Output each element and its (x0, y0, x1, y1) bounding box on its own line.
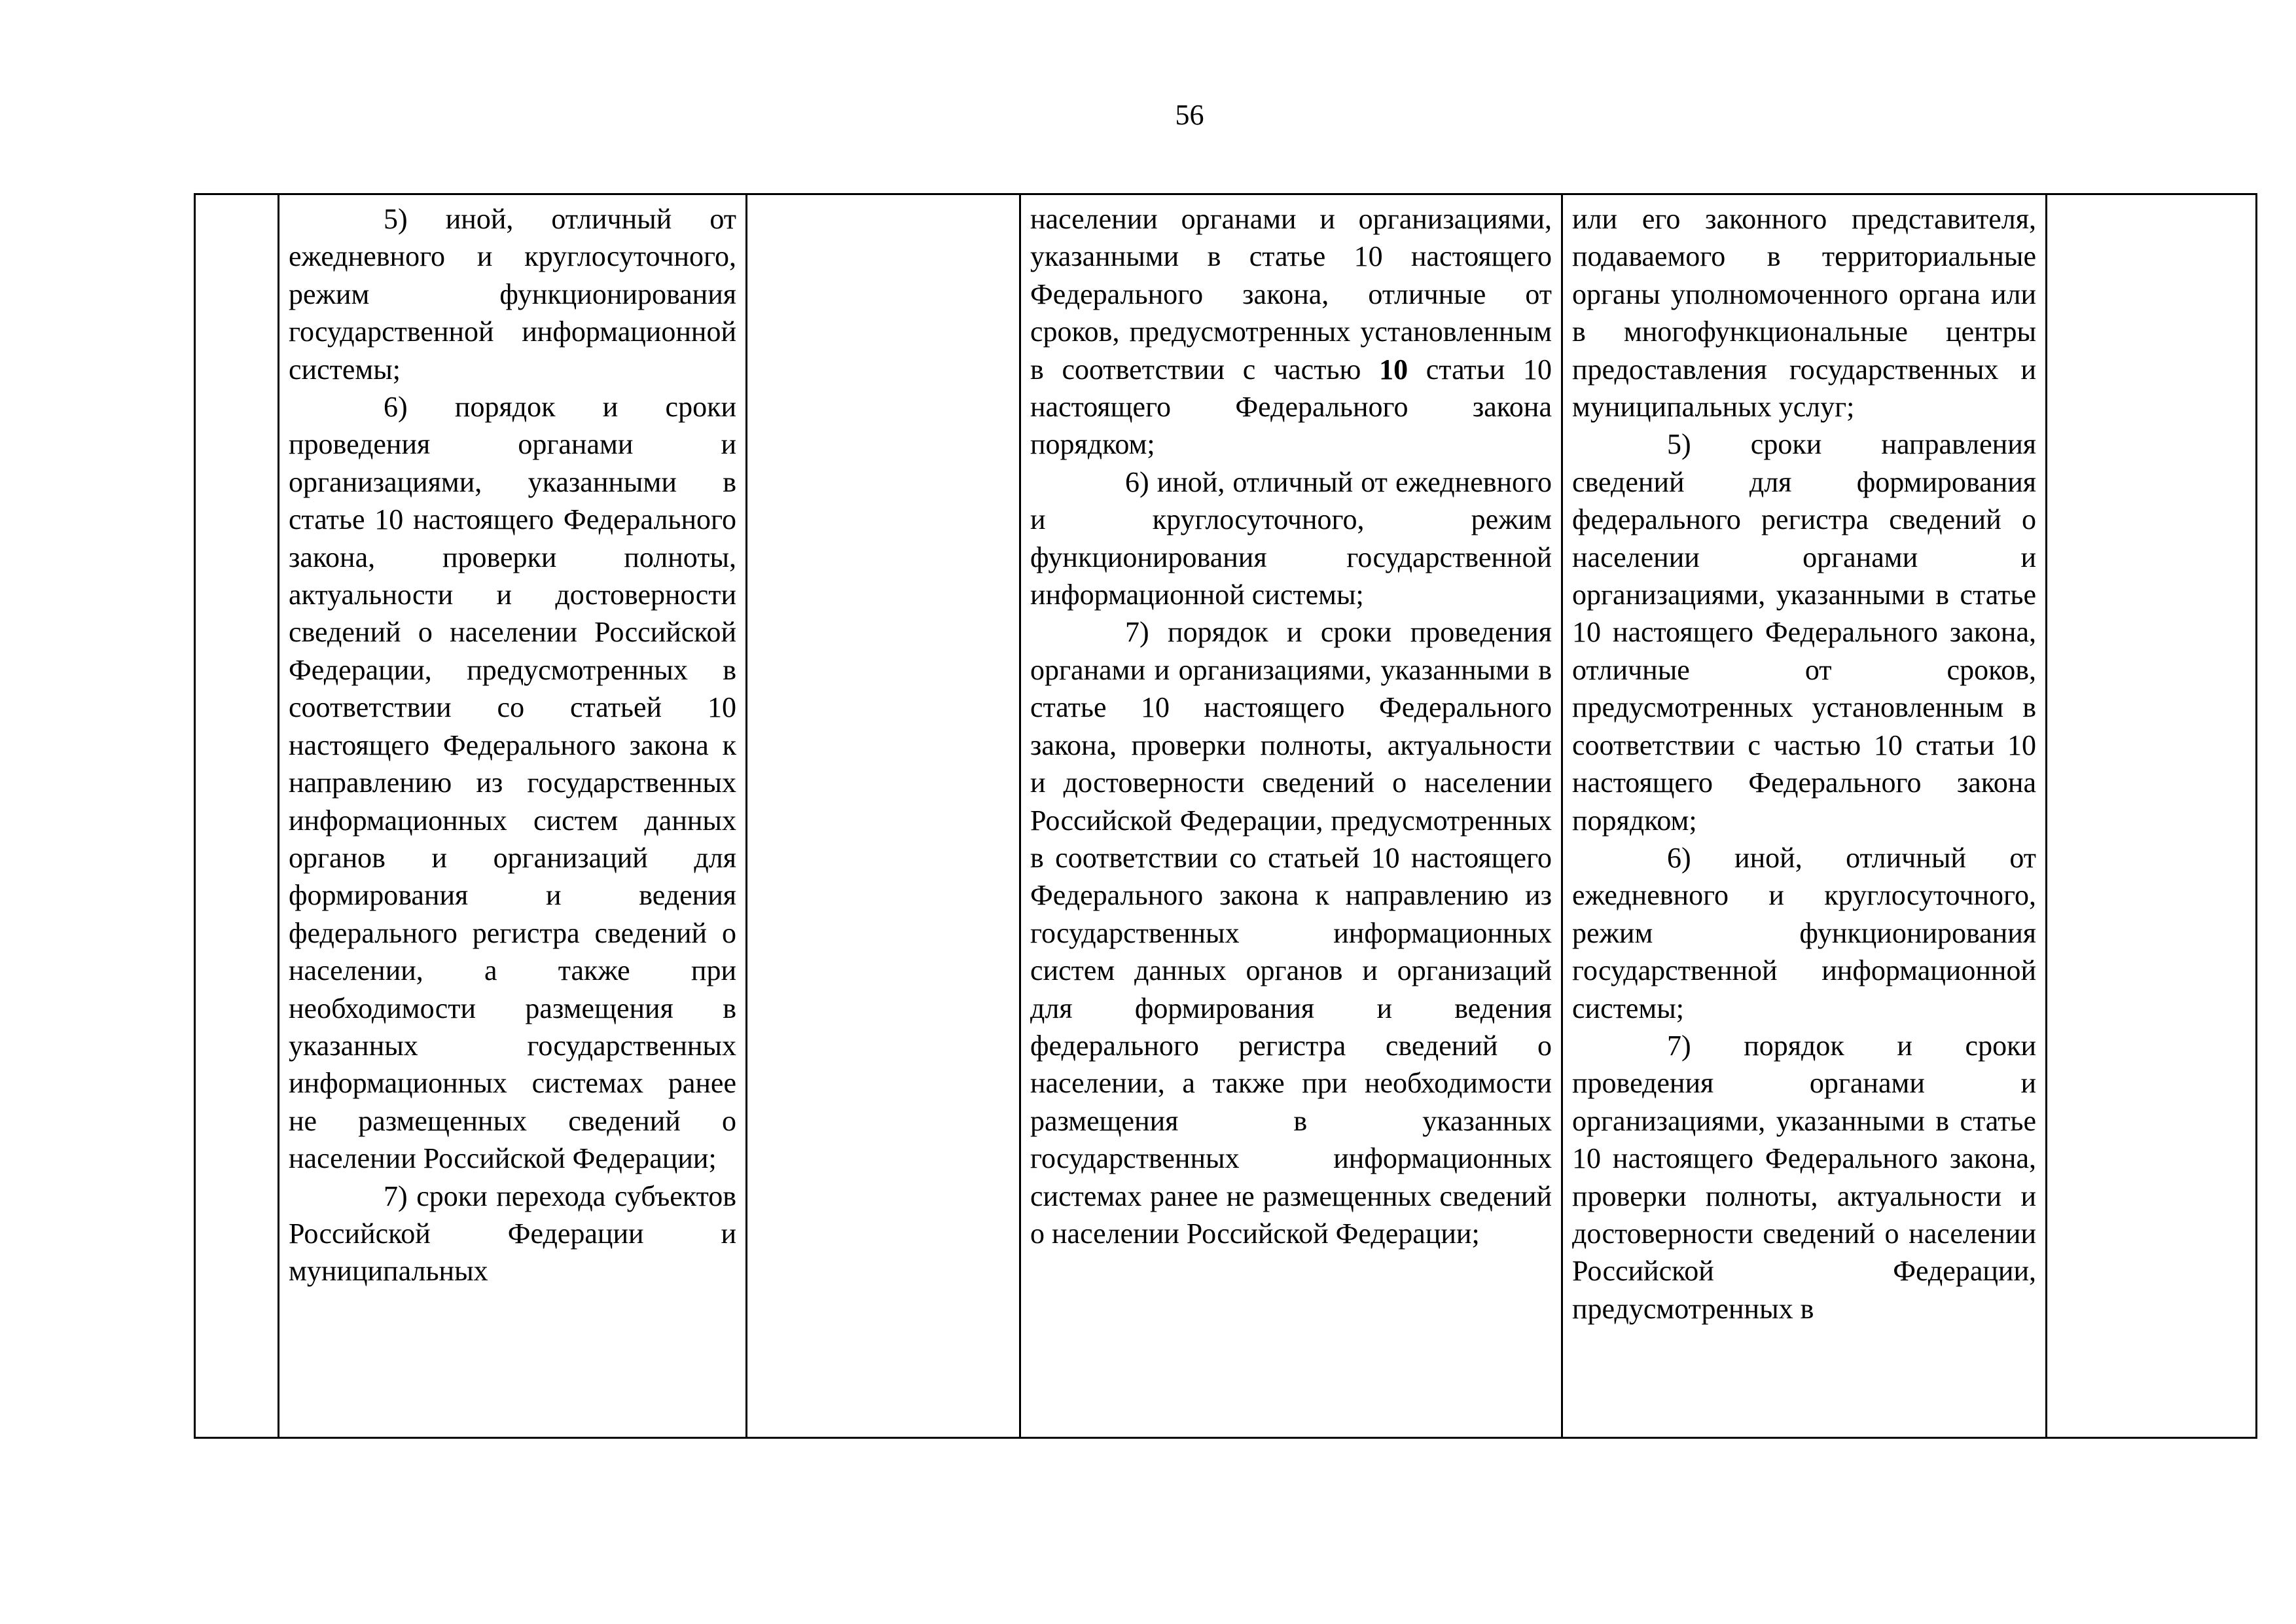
text-run: 7) порядок и сроки проведения органами и организациями, указанными в статье 10 настоящего Федерального закона, проверки полноты, актуальности и достоверности сведений о населении Российской Федерации, предусмотренных в соответствии со статьей 10 настоящего Федерального закона к направлению из государственных информационных систем данных органов и организаций для формирования и ведения федерального регистра сведений о населении, а также при необходимости размещения в указанных государственных информационных системах ранее не размещенных сведений о населении Российской Федерации; (1030, 616, 1552, 1250)
text-run: статьи 10 настоящего Федерального закона порядком; (1030, 353, 1552, 461)
text-run: 10 (1379, 353, 1408, 386)
cell-text-col2 (279, 195, 745, 1290)
paragraph (1572, 839, 2036, 1027)
paragraph (1572, 1027, 2036, 1327)
cell-text-col5 (1563, 195, 2045, 1327)
comparison-table (194, 193, 2257, 1439)
text-run: 5) сроки направления сведений для формирования федерального регистра сведений о населении органами и организациями, указанными в статье 10 настоящего Федерального закона, отличные от сроков, предусмотренных установленным в соответствии с частью 10 статьи 10 настоящего Федерального закона порядком; (1572, 428, 2036, 837)
cell-text-col4 (1021, 195, 1561, 1252)
table-cell-col3 (747, 194, 1020, 1438)
table-cell-col2 (279, 194, 747, 1438)
text-run: 6) иной, отличный от ежедневного и круглосуточного, режим функционирования государственной информационной системы; (1572, 841, 2036, 1024)
paragraph (1572, 425, 2036, 839)
text-run: населении органами и организациями, указанными в статье 10 настоящего Федерального закона, отличные от сроков, предусмотренных установленным в соответствии с частью (1030, 203, 1552, 386)
table-row (195, 194, 2257, 1438)
text-run: или его законного представителя, подаваемого в территориальные органы уполномоченного органа или в многофункциональные центры предоставления государственных и муниципальных услуг; (1572, 203, 2036, 424)
page-number: 56 (1175, 99, 1204, 131)
text-run: 7) порядок и сроки проведения органами и организациями, указанными в статье 10 настоящего Федерального закона, проверки полноты, актуальности и достоверности сведений о населении Российской Федерации, предусмотренных в (1572, 1029, 2036, 1325)
paragraph (289, 200, 736, 388)
paragraph (289, 388, 736, 1178)
paragraph (1030, 463, 1552, 614)
paragraph (1030, 613, 1552, 1252)
paragraph (1030, 200, 1552, 463)
table-cell-col6 (2047, 194, 2257, 1438)
table-cell-col4 (1020, 194, 1562, 1438)
text-run: 6) порядок и сроки проведения органами и организациями, указанными в статье 10 настоящего Федерального закона, проверки полноты, актуальности и достоверности сведений о населении Российской Федерации, предусмотренных в соответствии со статьей 10 настоящего Федерального закона к направлению из государственных информационных систем данных органов и организаций для формирования и ведения федерального регистра сведений о населении, а также при необходимости размещения в указанных государственных информационных системах ранее не размещенных сведений о населении Российской Федерации; (289, 391, 736, 1175)
text-run: 6) иной, отличный от ежедневного и круглосуточного, режим функционирования государственной информационной системы; (1030, 465, 1552, 611)
table-cell-col5 (1562, 194, 2047, 1438)
text-run: 5) иной, отличный от ежедневного и круглосуточного, режим функционирования государственной информационной системы; (289, 203, 736, 386)
row-number-cell (195, 194, 279, 1438)
paragraph (1572, 200, 2036, 425)
paragraph (289, 1178, 736, 1290)
text-run: 7) сроки перехода субъектов Российской Федерации и муниципальных (289, 1180, 736, 1288)
